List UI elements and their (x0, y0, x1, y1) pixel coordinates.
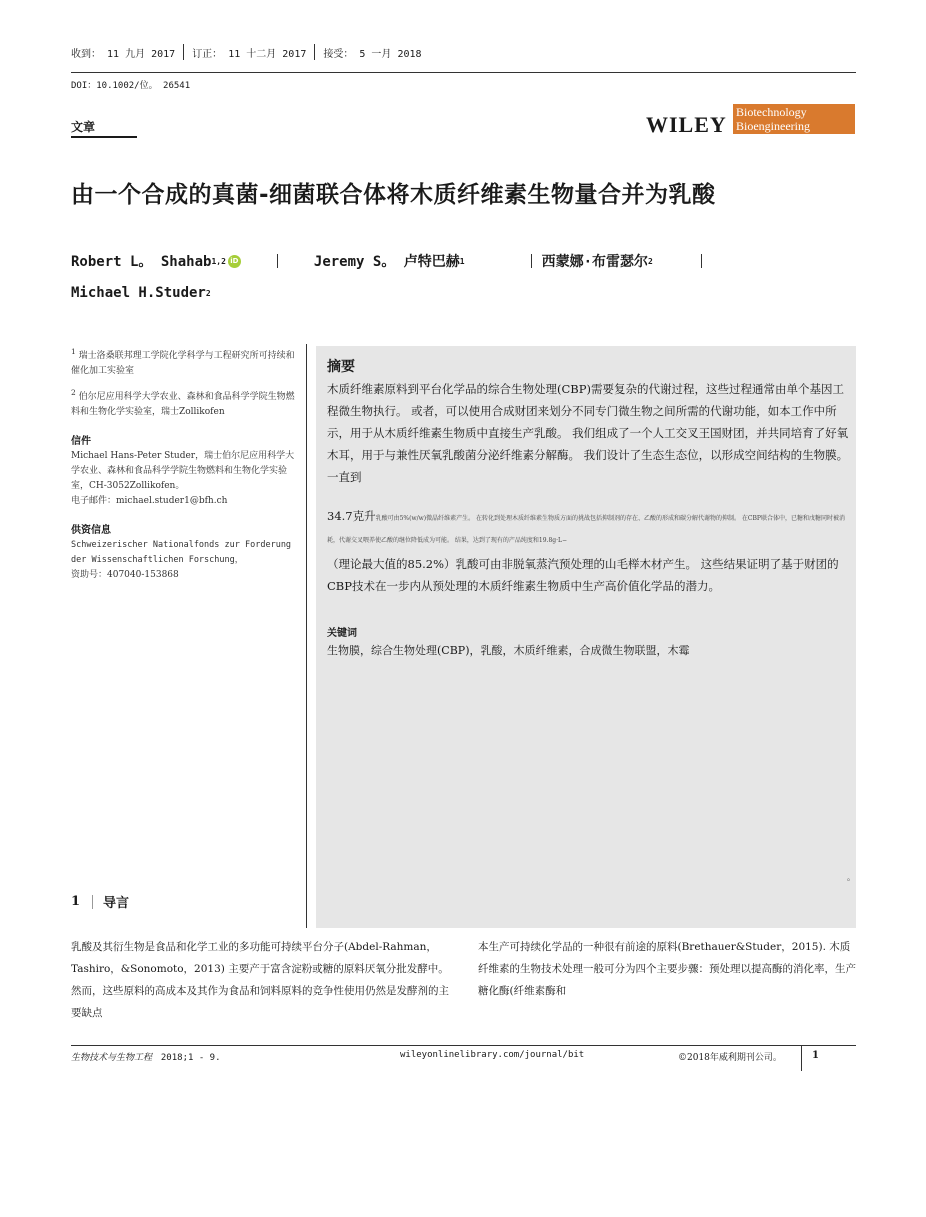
author-separator (277, 254, 278, 268)
column-divider (306, 344, 307, 928)
section-number: 1 (71, 894, 81, 909)
keywords: 生物膜，综合生物处理(CBP)，乳酸，木质纤维素，合成微生物联盟，木霉 (327, 644, 690, 657)
footer-year-pages: 2018;1 - 9. (160, 1053, 221, 1063)
author-list (71, 250, 702, 304)
correspondence-heading: 信件 (71, 436, 91, 447)
author-line-1 (71, 250, 702, 272)
author-separator (701, 254, 702, 268)
abstract-paragraph-2: （理论最大值的85.2%）乳酸可由非脱氧蒸汽预处理的山毛榉木材产生。 这些结果证明了基于财团的CBP技术在一步内从预处理的木质纤维素生物质中生产高价值化学品的潜力。 (327, 557, 839, 593)
correspondence-text: Michael Hans-Peter Studer，瑞士伯尔尼应用科学大学农业、森林和食品科学学院生物燃料和生物化学实验室，CH-3052Zollikofen。 (71, 451, 295, 491)
journal-logo-line1: Biotechnology (736, 105, 807, 119)
abstract-paragraph-1: 木质纤维素原料到平台化学品的综合生物处理(CBP)需要复杂的代谢过程，这些过程通常由单个基因工程微生物执行。 或者，可以使用合成财团来划分不同专门微生物之间所需的代谢功能，如本工作中所示，用于从木质纤维素生物质中直接生产乳酸。 我们组成了一个人工交叉王国财团，并共同培育了好氧木耳，用于与兼性厌氧乳酸菌分泌纤维素分解酶。 我们设计了生态生态位，以形成空间结构的生物膜。 一直到 (327, 382, 849, 484)
date-separator (314, 44, 315, 60)
section-title: 导言 (103, 896, 130, 911)
header-rule (71, 72, 856, 73)
affiliation-text: 伯尔尼应用科学大学农业、森林和食品科学学院生物燃料和生物化学实验室，瑞士Zollikofen (71, 392, 295, 417)
orcid-icon[interactable]: iD (228, 255, 241, 268)
footer-copyright: ©2018年威利期刊公司。 (678, 1053, 782, 1063)
section-separator (92, 895, 93, 909)
author-affiliation-sup: 1 (459, 256, 465, 266)
author-line-2 (71, 282, 702, 304)
author-name[interactable]: Jeremy S。 卢特巴赫 (313, 254, 460, 270)
funding-text: Schweizerischer Nationalfonds zur Forderung der Wissenschaftlichen Forschung， (71, 540, 292, 565)
affiliation-1 (71, 344, 296, 379)
author-name[interactable]: Robert L。 Shahab (71, 254, 212, 270)
author-affiliation-sup: 2 (648, 256, 653, 266)
footer-journal-name: 生物技术与生物工程 (71, 1053, 153, 1063)
author-name[interactable]: Michael H.Studer (71, 285, 206, 301)
abstract-compressed-text: 乳酸可由5%(w/w)微晶纤维素产生。 在转化到处理木质纤维素生物质方面的挑战包括抑制剂的存在、乙酸的形成和碳分解代谢物的抑制。 在CBP联合体中，已糖和戊糖同时被消耗，代谢交叉喂养使乙酸的继位降低成为可能。 结果，达到了现有的产品纯度和19.8g·L− (327, 515, 845, 544)
footer-url[interactable]: wileyonlinelibrary.com/journal/bit (400, 1050, 585, 1060)
funding-grant: 资助号：407040-153868 (71, 570, 179, 580)
affiliation-2 (71, 385, 296, 420)
abstract-heading: 摘要 (327, 359, 355, 375)
article-type-underline (71, 136, 137, 138)
publisher-logo: WILEY (646, 112, 727, 137)
section-heading (71, 892, 129, 911)
date-separator (183, 44, 184, 60)
affiliation-num: 1 (71, 347, 76, 356)
received-date: 收到： 11 九月 2017 (71, 49, 176, 60)
keywords-heading: 关键词 (327, 628, 357, 639)
front-matter-sidebar (71, 344, 296, 583)
footer-rule (71, 1045, 856, 1046)
abstract-amount: 34.7克升 (327, 509, 376, 523)
revised-date: 订正： 11 十二月 2017 (192, 49, 307, 60)
footer-journal (71, 1050, 221, 1063)
journal-logo (733, 104, 855, 134)
author-affiliation-sup: 1,2 (211, 256, 226, 266)
journal-logo-line2: Bioengineering (736, 119, 810, 133)
author-affiliation-sup: 2 (205, 288, 211, 298)
abstract-end-mark: 。 (847, 873, 855, 882)
abstract-small-text (327, 505, 852, 552)
doi[interactable]: DOI：10.1002/位。 26541 (71, 81, 191, 91)
article-title: 由一个合成的真菌-细菌联合体将木质纤维素生物量合并为乳酸 (71, 182, 716, 208)
correspondence-email[interactable]: 电子邮件：michael.studer1@bfh.ch (71, 496, 228, 506)
manuscript-dates (71, 44, 430, 60)
body-column-1: 乳酸及其衍生物是食品和化学工业的多功能可持续平台分子(Abdel-Rahman，Tashiro，&Sonomoto，2013) 主要产于富含淀粉或糖的原料厌氧分批发酵中。 然而，这些原料的高成本及其作为食品和饲料原料的竞争性使用仍然是发酵剂的主要缺点 (71, 941, 449, 1019)
affiliation-text: 瑞士洛桑联邦理工学院化学科学与工程研究所可持续和催化加工实验室 (71, 351, 295, 376)
footer-separator (801, 1045, 802, 1071)
funding-heading: 供资信息 (71, 525, 111, 536)
article-type: 文章 (71, 120, 96, 134)
author-name[interactable]: 西蒙娜·布雷瑟尔 (541, 254, 649, 270)
body-column-2: 本生产可持续化学品的一种很有前途的原料(Brethauer&Studer，2015). 木质纤维素的生物技术处理一般可分为四个主要步骤：预处理以提高酶的消化率，生产糖化酶(纤维素酶和 (478, 941, 856, 997)
affiliation-num: 2 (71, 388, 76, 397)
page-number: 1 (812, 1050, 819, 1061)
author-separator (531, 254, 532, 268)
accepted-date: 接受： 5 一月 2018 (323, 49, 422, 60)
